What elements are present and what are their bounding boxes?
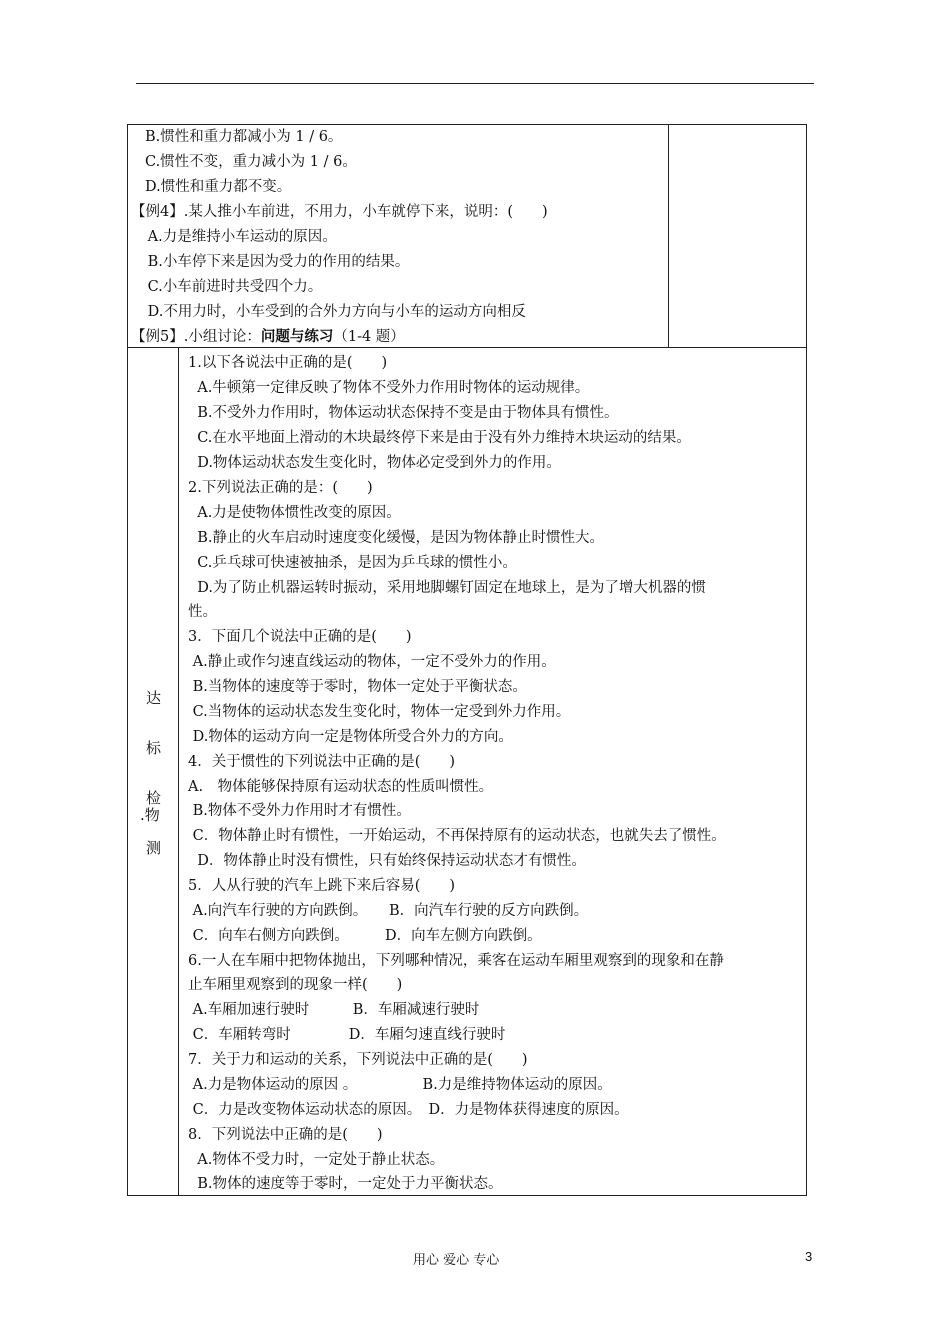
question-line: A.向汽车行驶的方向跌倒。 B．向汽车行驶的反方向跌倒。 [188,903,589,919]
question-line: D.物体运动状态发生变化时，物体必定受到外力的作用。 [188,455,561,471]
question-line: C．向车右侧方向跌倒。 D．向车左侧方向跌倒。 [188,928,542,944]
column-divider [668,125,669,347]
page-footer: 用心 爱心 专心 [413,1253,500,1268]
question-line: 4．关于惯性的下列说法中正确的是( ) [188,754,456,770]
text-line: D.不用力时，小车受到的合外力方向与小车的运动方向相反 [143,304,526,320]
question-line: A.物体不受力时，一定处于静止状态。 [188,1152,445,1168]
question-line: 止车厢里观察到的现象一样( ) [188,977,403,993]
question-line: 7．关于力和运动的关系，下列说法中正确的是( ) [188,1052,528,1068]
question-line: A. 物体能够保持原有运动状态的性质叫惯性。 [188,779,494,795]
side-label-char: 达 [146,689,162,707]
example-5-suffix: （1-4 题） [333,329,405,345]
example-4-heading: 【例4】.某人推小车前进，不用力，小车就停下来，说明：( ) [131,204,548,220]
text-line: C.小车前进时共受四个力。 [143,279,323,295]
question-line: A.静止或作匀速直线运动的物体，一定不受外力的作用。 [188,654,556,670]
question-line: C．力是改变物体运动状态的原因。 D．力是物体获得速度的原因。 [188,1102,629,1118]
example-5-heading [131,327,405,347]
text-line: C.惯性不变，重力减小为 1 / 6。 [145,154,357,170]
question-line: D.为了防止机器运转时振动，采用地脚螺钉固定在地球上，是为了增大机器的惯 [188,580,706,596]
side-label-char: 标 [146,739,162,757]
text-line: B.惯性和重力都减小为 1 / 6。 [145,129,343,145]
question-line: 6.一人在车厢中把物体抛出，下列哪种情况，乘客在运动车厢里观察到的现象和在静 [188,953,724,969]
text-line: A.力是维持小车运动的原因。 [143,229,337,245]
side-label-char: .物 [140,806,160,824]
question-line: C.在水平地面上滑动的木块最终停下来是由于没有外力维持木块运动的结果。 [188,430,691,446]
example-5-bold: 问题与练习 [260,328,334,345]
question-line: 3．下面几个说法中正确的是( ) [188,629,412,645]
column-divider [178,348,179,1195]
question-line: 8．下列说法中正确的是( ) [188,1127,383,1143]
question-line: 1.以下各说法中正确的是( ) [188,355,388,371]
question-line: D．物体静止时没有惯性，只有始终保持运动状态才有惯性。 [188,853,586,869]
question-line: A.力是物体运动的原因 。 B.力是维持物体运动的原因。 [188,1077,612,1093]
side-label-char: 检 [146,789,162,807]
question-line: C．物体静止时有惯性，一开始运动，不再保持原有的运动状态，也就失去了惯性。 [188,828,726,844]
question-line: 性。 [188,604,217,620]
question-line: B.物体的速度等于零时，一定处于力平衡状态。 [188,1176,503,1192]
question-line: 2.下列说法正确的是：( ) [188,480,373,496]
question-line: A.牛顿第一定律反映了物体不受外力作用时物体的运动规律。 [188,380,590,396]
text-line: D.惯性和重力都不变。 [145,179,292,195]
question-line: D.物体的运动方向一定是物体所受合外力的方向。 [188,729,513,745]
question-line: C.乒乓球可快速被抽杀，是因为乒乓球的惯性小。 [188,555,517,571]
question-line: B.静止的火车启动时速度变化缓慢，是因为物体静止时惯性大。 [188,530,604,546]
question-line: B.物体不受外力作用时才有惯性。 [188,803,411,819]
question-line: B.不受外力作用时，物体运动状态保持不变是由于物体具有惯性。 [188,405,619,421]
page-number: 3 [805,1249,813,1264]
question-line: C．车厢转弯时 D．车厢匀速直线行驶时 [188,1027,506,1043]
side-label-char: 测 [146,839,162,857]
question-line: 5．人从行驶的汽车上跳下来后容易( ) [188,878,456,894]
question-line: B.当物体的速度等于零时，物体一定处于平衡状态。 [188,679,527,695]
header-rule [136,83,814,84]
example-5-prefix: 【例5】.小组讨论： [131,329,261,345]
text-line: B.小车停下来是因为受力的作用的结果。 [143,254,410,270]
question-line: C.当物体的运动状态发生变化时，物体一定受到外力作用。 [188,704,571,720]
question-line: A.力是使物体惯性改变的原因。 [188,505,401,521]
question-line: A.车厢加速行驶时 B．车厢减速行驶时 [188,1002,480,1018]
